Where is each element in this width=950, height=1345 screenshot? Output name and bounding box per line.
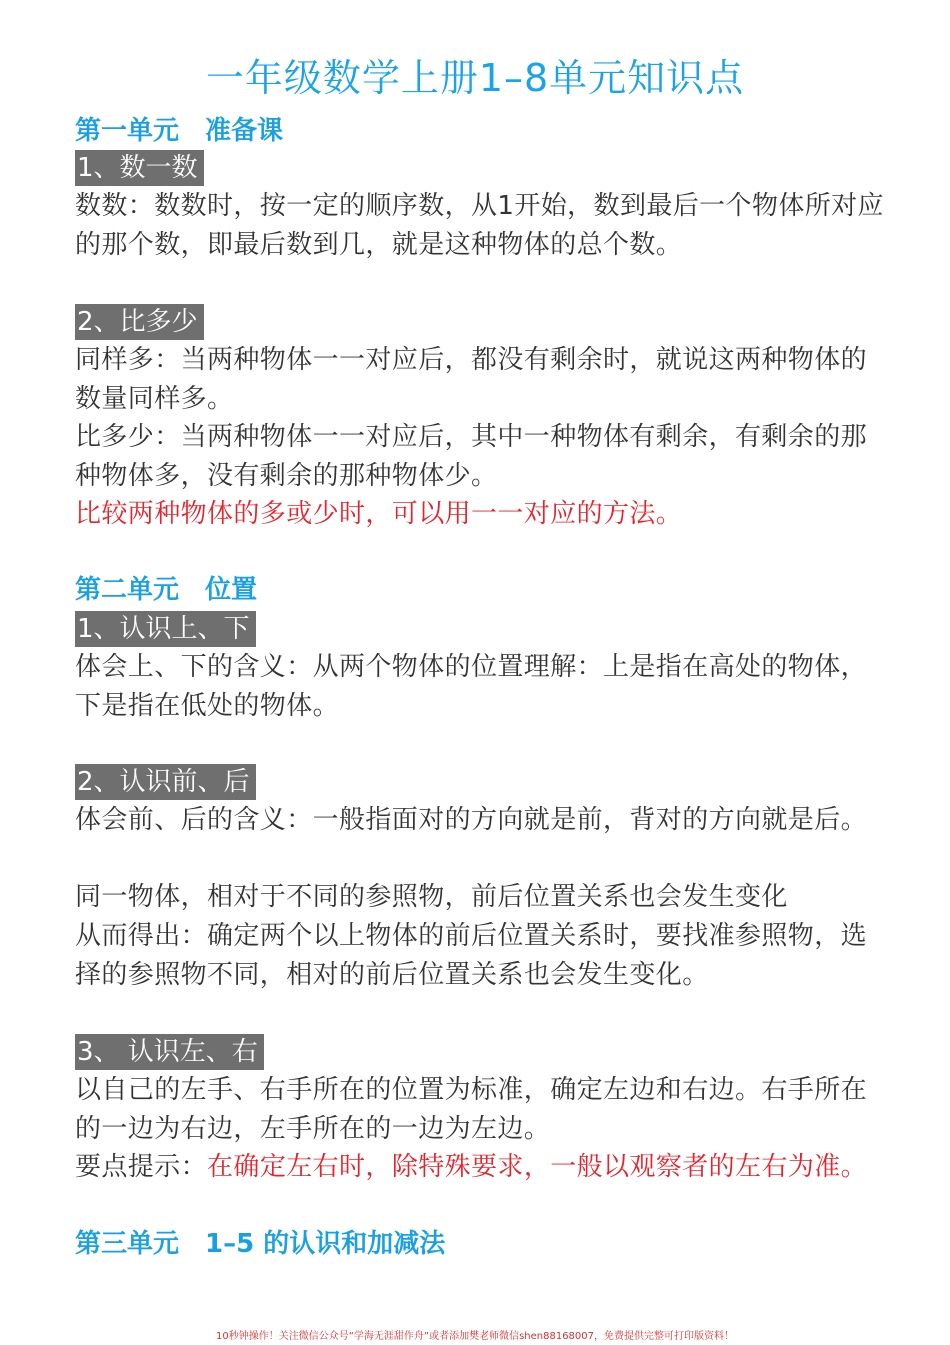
paragraph-up-down: 体会上、下的含义：从两个物体的位置理解：上是指在高处的物体，下是指在低处的物体。 [75, 652, 868, 721]
section-heading-up-down: 1、认识上、下 [75, 611, 256, 647]
unit-3-heading: 第三单元 1–5 的认识和加减法 [75, 1229, 446, 1259]
paragraph-reference-object: 同一物体，相对于不同的参照物，前后位置关系也会发生变化 [75, 882, 788, 912]
paragraph-tip [75, 1148, 885, 1187]
footer-notice: 10秒钟操作！关注微信公众号“学海无涯甜作舟”或者添加樊老师微信shen88168007，免费提供完整可打印版资料！ [215, 1331, 735, 1342]
paragraph-compare-more-less: 比多少：当两种物体一一对应后，其中一种物体有剩余，有剩余的那种物体多，没有剩余的那种物体少。 [75, 422, 868, 491]
paragraph-counting: 数数：数数时，按一定的顺序数，从1开始，数到最后一个物体所对应的那个数，即最后数到几，就是这种物体的总个数。 [75, 191, 884, 260]
note-one-to-one: 比较两种物体的多或少时，可以用一一对应的方法。 [75, 499, 683, 529]
unit-1-heading: 第一单元 准备课 [75, 116, 284, 146]
paragraph-front-back: 体会前、后的含义：一般指面对的方向就是前，背对的方向就是后。 [75, 805, 868, 835]
tip-text: 在确定左右时，除特殊要求，一般以观察者的左右为准。 [207, 1152, 868, 1182]
section-heading-front-back: 2、认识前、后 [75, 764, 256, 800]
paragraph-conclusion: 从而得出：确定两个以上物体的前后位置关系时，要找准参照物，选择的参照物不同，相对的前后位置关系也会发生变化。 [75, 921, 868, 990]
section-heading-left-right: 3、 认识左、右 [75, 1034, 264, 1070]
paragraph-same-amount: 同样多：当两种物体一一对应后，都没有剩余时，就说这两种物体的数量同样多。 [75, 345, 868, 414]
tip-label: 要点提示： [75, 1152, 208, 1182]
section-heading-compare: 2、比多少 [75, 304, 204, 340]
page-title: 一年级数学上册1–8单元知识点 [205, 56, 745, 100]
section-heading-count: 1、数一数 [75, 150, 204, 186]
unit-2-heading: 第二单元 位置 [75, 575, 258, 605]
paragraph-left-right: 以自己的左手、右手所在的位置为标准，确定左边和右边。右手所在的一边为右边，左手所在的一边为左边。 [75, 1075, 868, 1144]
